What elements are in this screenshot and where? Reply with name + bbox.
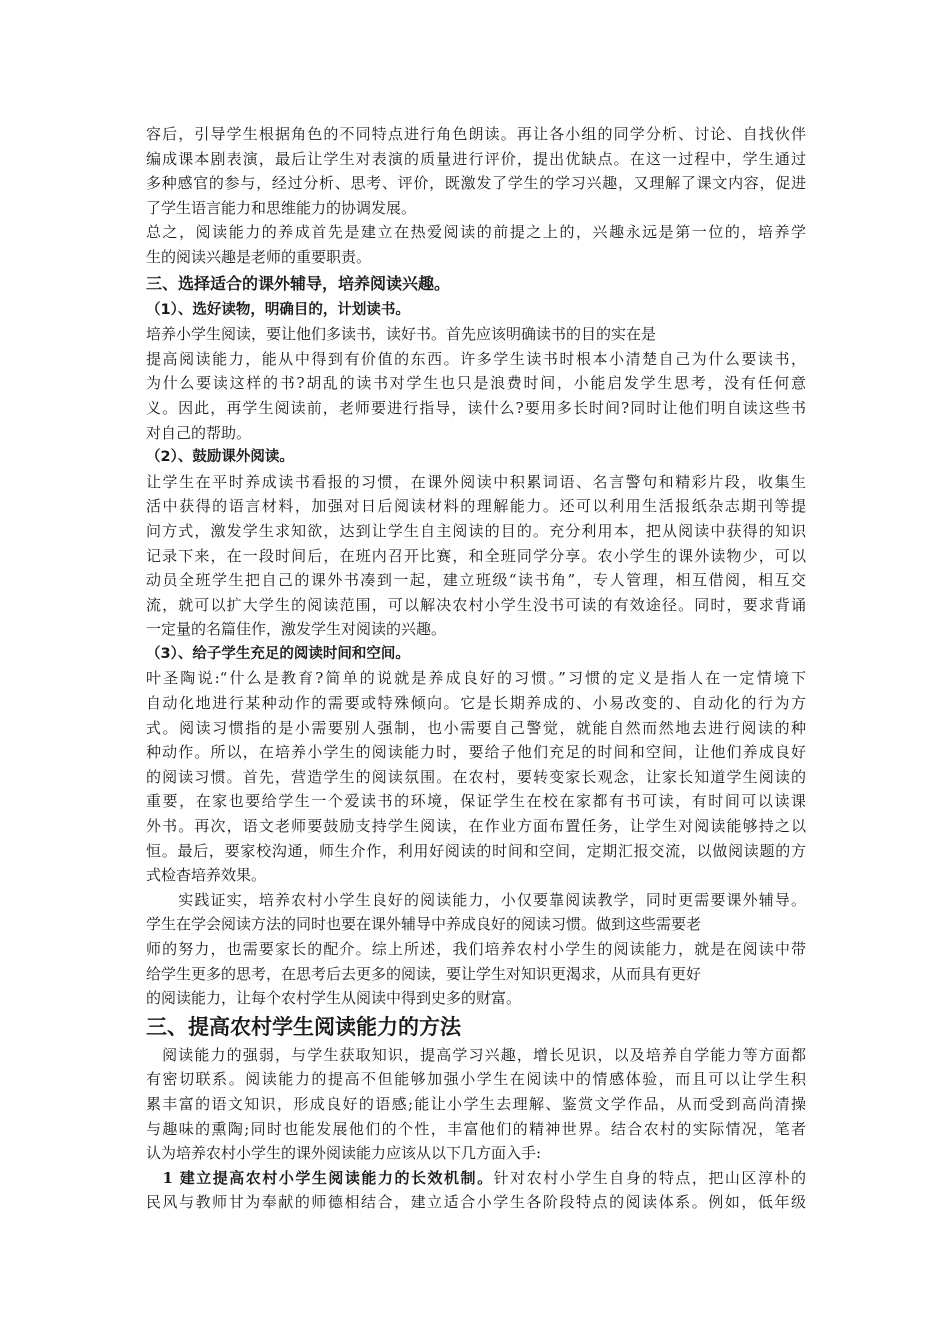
text-line: 恒。最后，要家校沟通，师生介作，利用好阅读的时间和空间，定期汇报交流，以做阅读题的方 <box>146 841 806 860</box>
text-line: 累丰富的语文知识，形成良好的语感;能让小学生去理解、鉴赏文学作品，从而受到高尚清操 <box>146 1094 806 1113</box>
text-line: 培养小学生阅读，要让他们多读书，读好书。首先应该明确读书的目的实在是 <box>146 325 657 344</box>
subheading-encourage-reading: （2）、鼓励课外阅读。 <box>146 449 294 466</box>
text-line: 的阅读习惯。首先，营造学生的阅读氛围。在农村，要转变家长观念，让家长知道学生阅读的 <box>146 767 806 786</box>
text-line: 式。阅读习惯指的是小需要别人强制，也小需要自己警觉，就能自然而然地去进行阅读的种 <box>146 718 806 737</box>
text-line: 记录下来，在一段时间后，在班内召开比赛，和全班同学分享。农小学生的课外读物少，可以 <box>146 546 806 565</box>
paragraph-summary <box>146 220 806 269</box>
paragraph-methods-intro <box>146 1043 806 1166</box>
text-line: 一定量的名篇佳作，激发学生对阅读的兴趣。 <box>146 620 447 639</box>
text-line: 民风与教师甘为奉献的师德相结合，建立适合小学生各阶段特点的阅读体系。例如，低年级 <box>146 1193 806 1212</box>
paragraph-encourage-reading <box>146 470 806 642</box>
text-line: 实践证实，培养农村小学生良好的阅读能力，小仅要靠阅读教学，同时更需要课外辅导。 <box>146 890 806 909</box>
paragraph-conclusion <box>146 888 806 1011</box>
section-heading-methods: 三、提高农村学生阅读能力的方法 <box>146 1014 461 1039</box>
text-line: 提高阅读能力，能从中得到有价值的东西。许多学生读书时根本小清楚自己为什么要读书， <box>146 349 806 368</box>
text-line: 动员全班学生把自己的课外书凑到一起，建立班级“读书角”，专人管理，相互借阅，相互交 <box>146 571 806 590</box>
text-line: 给学生更多的思考，在思考后去更多的阅读，要让学生对知识更渴求，从而具有更好 <box>146 964 702 983</box>
lead-continuation: 针对农村小学生自身的特点，把山区淳朴的 <box>493 1168 806 1187</box>
paragraph-long-term-mechanism <box>146 1166 806 1215</box>
text-line: 外书。再次，语文老师要鼓励支持学生阅读，在作业方面布置任务，让学生对阅读能够持之以 <box>146 817 806 836</box>
text-line: 总之，阅读能力的养成首先是建立在热爱阅读的前提之上的，兴趣永远是第一位的，培养学 <box>146 223 806 242</box>
text-line: 自动化地进行某种动作的需要或特殊倾向。它是长期养成的、小易改变的、自动化的行为方 <box>146 694 806 713</box>
paragraph-role-reading <box>146 122 806 220</box>
text-line: 活中获得的语言材料，加强对日后阅读材料的理解能力。还可以利用生活报纸杂志期刊等提 <box>146 497 806 516</box>
text-line: 为什么要读这样的书?胡乱的读书对学生也只是浪费时间，小能启发学生思考，没有任何意 <box>146 374 806 393</box>
section-heading-extracurricular: 三、选择适合的课外辅导，培养阅读兴趣。 <box>146 273 451 293</box>
paragraph-reading-time <box>146 666 806 887</box>
text-line: 编成课本剧表演，最后让学生对表演的质量进行评价，提出优缺点。在这一过程中，学生通过 <box>146 149 806 168</box>
text-line <box>146 1166 806 1191</box>
bold-lead-text: 1 建立提高农村小学生阅读能力的长效机制。 <box>146 1168 494 1187</box>
text-line: 叶圣陶说:“什么是教育?简单的说就是养成良好的习惯。”习惯的定义是指人在一定情境下 <box>146 669 806 688</box>
paragraph-choose-books <box>146 322 806 445</box>
subheading-reading-time: （3）、给子学生充足的阅读时间和空间。 <box>146 645 410 662</box>
text-line: 流，就可以扩大学生的阅读范围，可以解决农村小学生没书可读的有效途径。同时，要求背诵 <box>146 595 806 614</box>
text-line: 认为培养农村小学生的课外阅读能力应该从以下几方面入手: <box>146 1144 542 1163</box>
text-line: 问方式，激发学生求知欲，达到让学生自主阅读的目的。充分利用本，把从阅读中获得的知识 <box>146 521 806 540</box>
text-line: 容后，引导学生根据角色的不同特点进行角色朗读。再让各小组的同学分析、讨论、自找伙伴 <box>146 125 806 143</box>
text-line: 多种感官的参与，经过分析、思考、评价，既激发了学生的学习兴趣，又理解了课文内容，促进 <box>146 174 806 193</box>
text-line: 重要，在家也要给学生一个爱读书的环境，保证学生在校在家都有书可读，有时间可以读课 <box>146 792 806 811</box>
text-line: 的阅读能力，让每个农村学生从阅读中得到史多的财富。 <box>146 989 522 1008</box>
document-page <box>146 122 806 1215</box>
text-line: 生的阅读兴趣是老师的重要职责。 <box>146 247 372 266</box>
subheading-choose-books: （1）、选好读物，明确目的，计划读书。 <box>146 301 410 318</box>
text-line: 与趣味的熏陶;同时也能发展他们的个性，丰富他们的精神世界。结合农村的实际情况，笔者 <box>146 1119 806 1138</box>
text-line: 阅读能力的强弱，与学生获取知识，提高学习兴趣，增长见识，以及培养自学能力等方面都 <box>146 1045 806 1064</box>
text-line: 式检杳培养效果。 <box>146 866 267 885</box>
text-line: 学生在学会阅读方法的同时也要在课外辅导中养成良好的阅读习惯。做到这些需要老 <box>146 915 702 934</box>
text-line: 让学生在平时养成读书看报的习惯，在课外阅读中积累词语、名言警句和精彩片段，收集生 <box>146 472 806 491</box>
text-line: 对自己的帮助。 <box>146 423 252 442</box>
text-line: 义。因此，再学生阅读前，老师要进行指导，读什么?要用多长时间?同时让他们明自读这些书 <box>146 398 806 417</box>
text-line: 有密切联系。阅读能力的提高不但能够加强小学生在阅读中的情感体验，而且可以让学生积 <box>146 1070 806 1089</box>
text-line: 了学生语言能力和思维能力的协调发展。 <box>146 198 417 217</box>
text-line: 种动作。所以，在培养小学生的阅读能力时，要给子他们充足的时间和空间，让他们养成良好 <box>146 743 806 762</box>
text-line: 师的努力，也需要家长的配介。综上所述，我们培养农村小学生的阅读能力，就是在阅读中带 <box>146 940 806 958</box>
